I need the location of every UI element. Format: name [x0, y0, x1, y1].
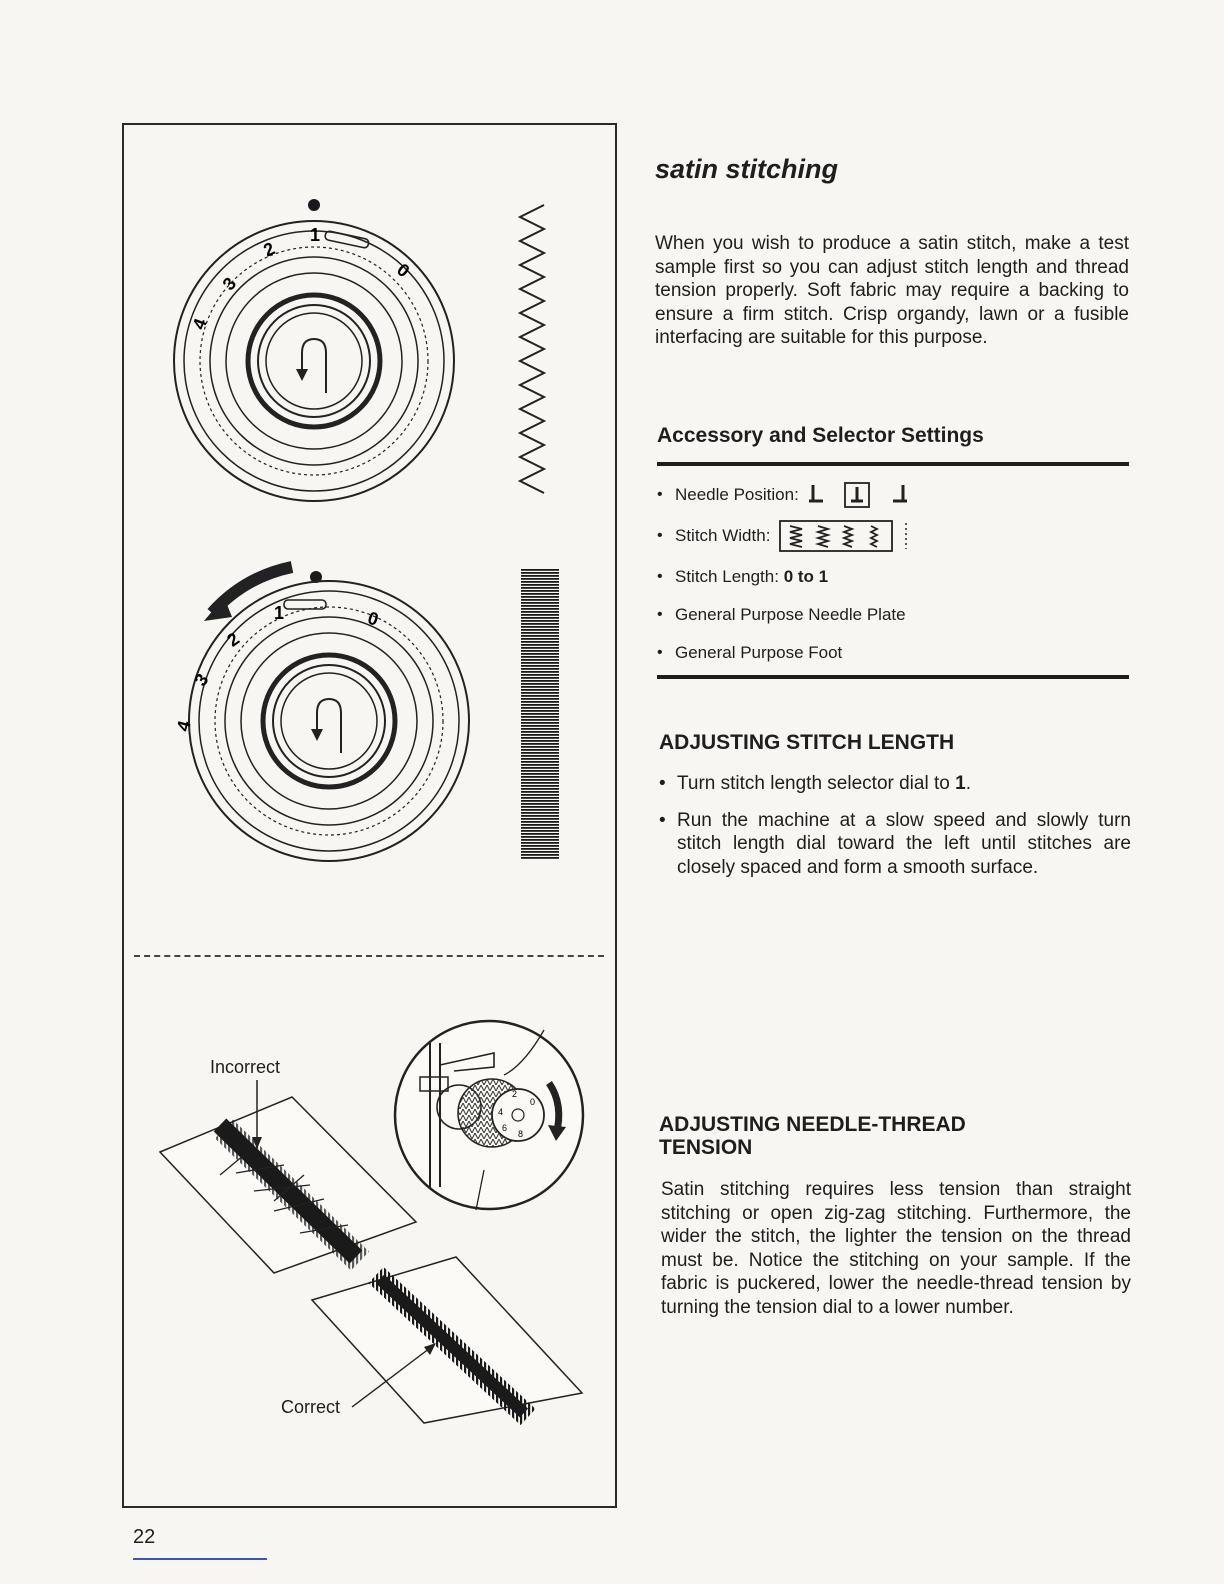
adjusting-tension-heading: ADJUSTING NEEDLE-THREAD TENSION: [659, 1113, 966, 1159]
zigzag-stitch-sample: [520, 205, 544, 493]
needle-position-icons: [807, 481, 917, 509]
settings-list: [657, 476, 1127, 672]
svg-text:4: 4: [188, 315, 211, 333]
dashed-divider: [134, 955, 604, 957]
settings-heading: Accessory and Selector Settings: [657, 424, 984, 447]
label-correct: Correct: [281, 1397, 341, 1417]
illustration-frame: [122, 123, 617, 1508]
step-1: • Turn stitch length selector dial to 1.: [659, 772, 1131, 796]
svg-text:2: 2: [223, 628, 244, 651]
label-incorrect: Incorrect: [210, 1057, 281, 1077]
svg-text:2: 2: [260, 238, 278, 261]
page-title: satin stitching: [655, 154, 839, 184]
dial-indicator-dot: [308, 199, 320, 211]
svg-text:8: 8: [518, 1129, 524, 1139]
svg-text:0: 0: [530, 1097, 536, 1107]
page-underline: [133, 1558, 267, 1560]
setting-stitch-width: • Stitch Width:: [657, 514, 1127, 558]
adjusting-tension-paragraph: Satin stitching requires less tension than straight stitching or open zig-zag stitching. Furthermore, the wider the stitch, the lighter the tension on the thread must be. Notice the stitching on your sample. If the fabric is puckered, lower the needle-thread tension by turning the tension dial to a lower number.: [661, 1179, 1131, 1318]
incorrect-fabric-sample: [160, 1080, 416, 1273]
satin-stitch-sample: [521, 568, 559, 860]
setting-foot: • General Purpose Foot: [657, 643, 843, 662]
svg-text:3: 3: [190, 669, 213, 690]
adjusting-length-heading: ADJUSTING STITCH LENGTH: [659, 731, 955, 754]
correct-fabric-sample: [312, 1257, 582, 1423]
page-number: 22: [133, 1526, 156, 1548]
step-2: • Run the machine at a slow speed and slowly turn stitch length dial toward the left until stitches are closely spaced and form a smooth surface.: [659, 809, 1131, 880]
svg-text:3: 3: [218, 273, 241, 295]
svg-text:2: 2: [512, 1089, 518, 1099]
svg-text:0: 0: [393, 259, 414, 282]
dial-number-1: 1: [310, 225, 321, 245]
svg-text:6: 6: [502, 1123, 508, 1133]
illustration-drawing: [124, 125, 619, 1510]
setting-needle-plate: • General Purpose Needle Plate: [657, 605, 906, 624]
svg-text:1: 1: [274, 603, 285, 623]
intro-paragraph: When you wish to produce a satin stitch, make a test sample first so you can adjust stitch length and thread tension properly. Soft fabric may require a backing to ensure a firm stitch. Crisp organdy, lawn or a fusible interfacing are suitable for this purpose.: [655, 233, 1129, 348]
svg-text:0: 0: [365, 607, 381, 630]
stitch-length-dial-bottom: [173, 567, 469, 861]
tension-dial-closeup: [395, 1021, 583, 1210]
adjusting-length-steps: [659, 772, 1131, 892]
setting-needle-position: • Needle Position:: [657, 476, 1127, 514]
svg-text:4: 4: [172, 718, 195, 734]
stitch-length-dial-top: [174, 199, 454, 501]
svg-text:4: 4: [498, 1107, 504, 1117]
stitch-width-icons: [778, 519, 918, 553]
setting-stitch-length: • Stitch Length: 0 to 1: [657, 567, 829, 586]
rule-bottom: [657, 675, 1129, 679]
rule-top: [657, 462, 1129, 466]
